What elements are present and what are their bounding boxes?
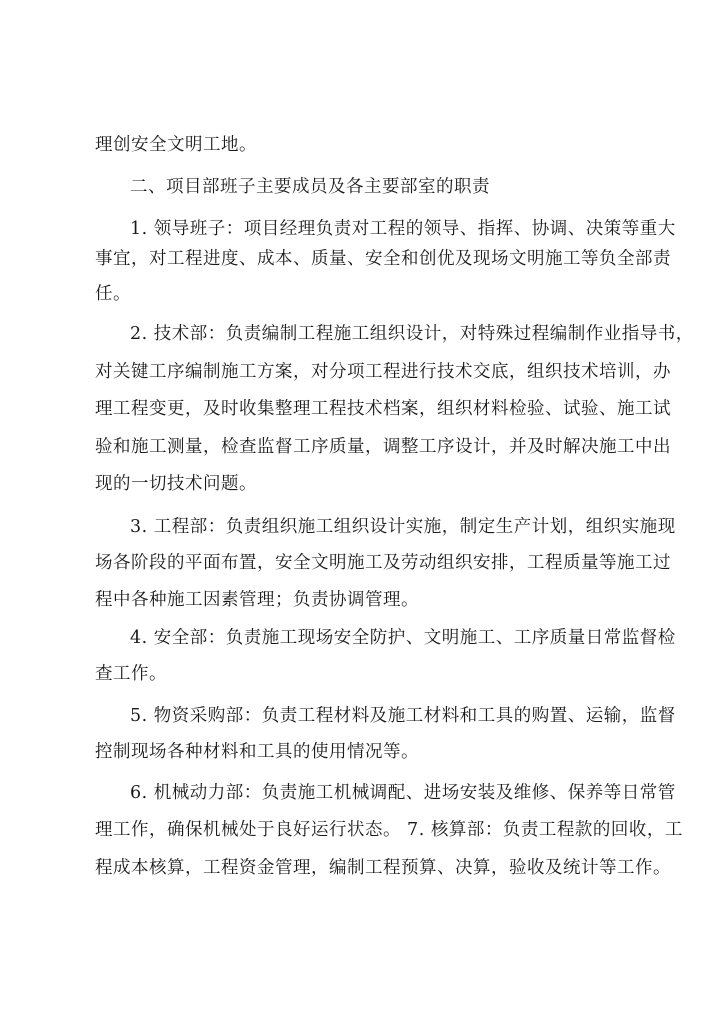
text-line-17: 控制现场各种材料和工具的使用情况等。 xyxy=(95,742,419,762)
text-line-10: 现的一切技术问题。 xyxy=(95,474,257,494)
text-line-13: 程中各种施工因素管理；负责协调管理。 xyxy=(95,590,419,610)
text-line-4: 事宜，对工程进度、成本、质量、安全和创优及现场文明施工等负全部责 xyxy=(95,249,671,269)
text-line-15: 查工作。 xyxy=(95,664,167,684)
text-line-1: 理创安全文明工地。 xyxy=(95,135,257,155)
text-line-18: 6. 机械动力部：负责施工机械调配、进场安装及维修、保养等日常管 xyxy=(130,783,676,803)
text-line-19: 理工作，确保机械处于良好运行状态。 7. 核算部：负责工程款的回收，工 xyxy=(95,820,683,840)
text-line-20: 程成本核算，工程资金管理，编制工程预算、决算，验收及统计等工作。 xyxy=(95,858,671,878)
text-line-7: 对关键工序编制施工方案，对分项工程进行技术交底，组织技术培训，办 xyxy=(95,362,671,382)
text-line-8: 理工程变更，及时收集整理工程技术档案，组织材料检验、试验、施工试 xyxy=(95,399,671,419)
text-line-3: 1. 领导班子：项目经理负责对工程的领导、指挥、协调、决策等重大 xyxy=(130,219,676,239)
text-line-12: 场各阶段的平面布置，安全文明施工及劳动组织安排，工程质量等施工过 xyxy=(95,553,671,573)
text-line-16: 5. 物资采购部：负责工程材料及施工材料和工具的购置、运输，监督 xyxy=(130,706,676,726)
text-line-11: 3. 工程部：负责组织施工组织设计实施，制定生产计划，组织实施现 xyxy=(130,517,676,537)
text-line-6: 2. 技术部：负责编制工程施工组织设计，对特殊过程编制作业指导书， xyxy=(130,324,694,344)
text-line-14: 4. 安全部：负责施工现场安全防护、文明施工、工序质量日常监督检 xyxy=(130,628,676,648)
section-heading: 二、项目部班子主要成员及各主要部室的职责 xyxy=(130,177,490,197)
text-line-9: 验和施工测量，检查监督工序质量，调整工序设计，并及时解决施工中出 xyxy=(95,437,671,457)
text-line-5: 任。 xyxy=(95,284,131,304)
